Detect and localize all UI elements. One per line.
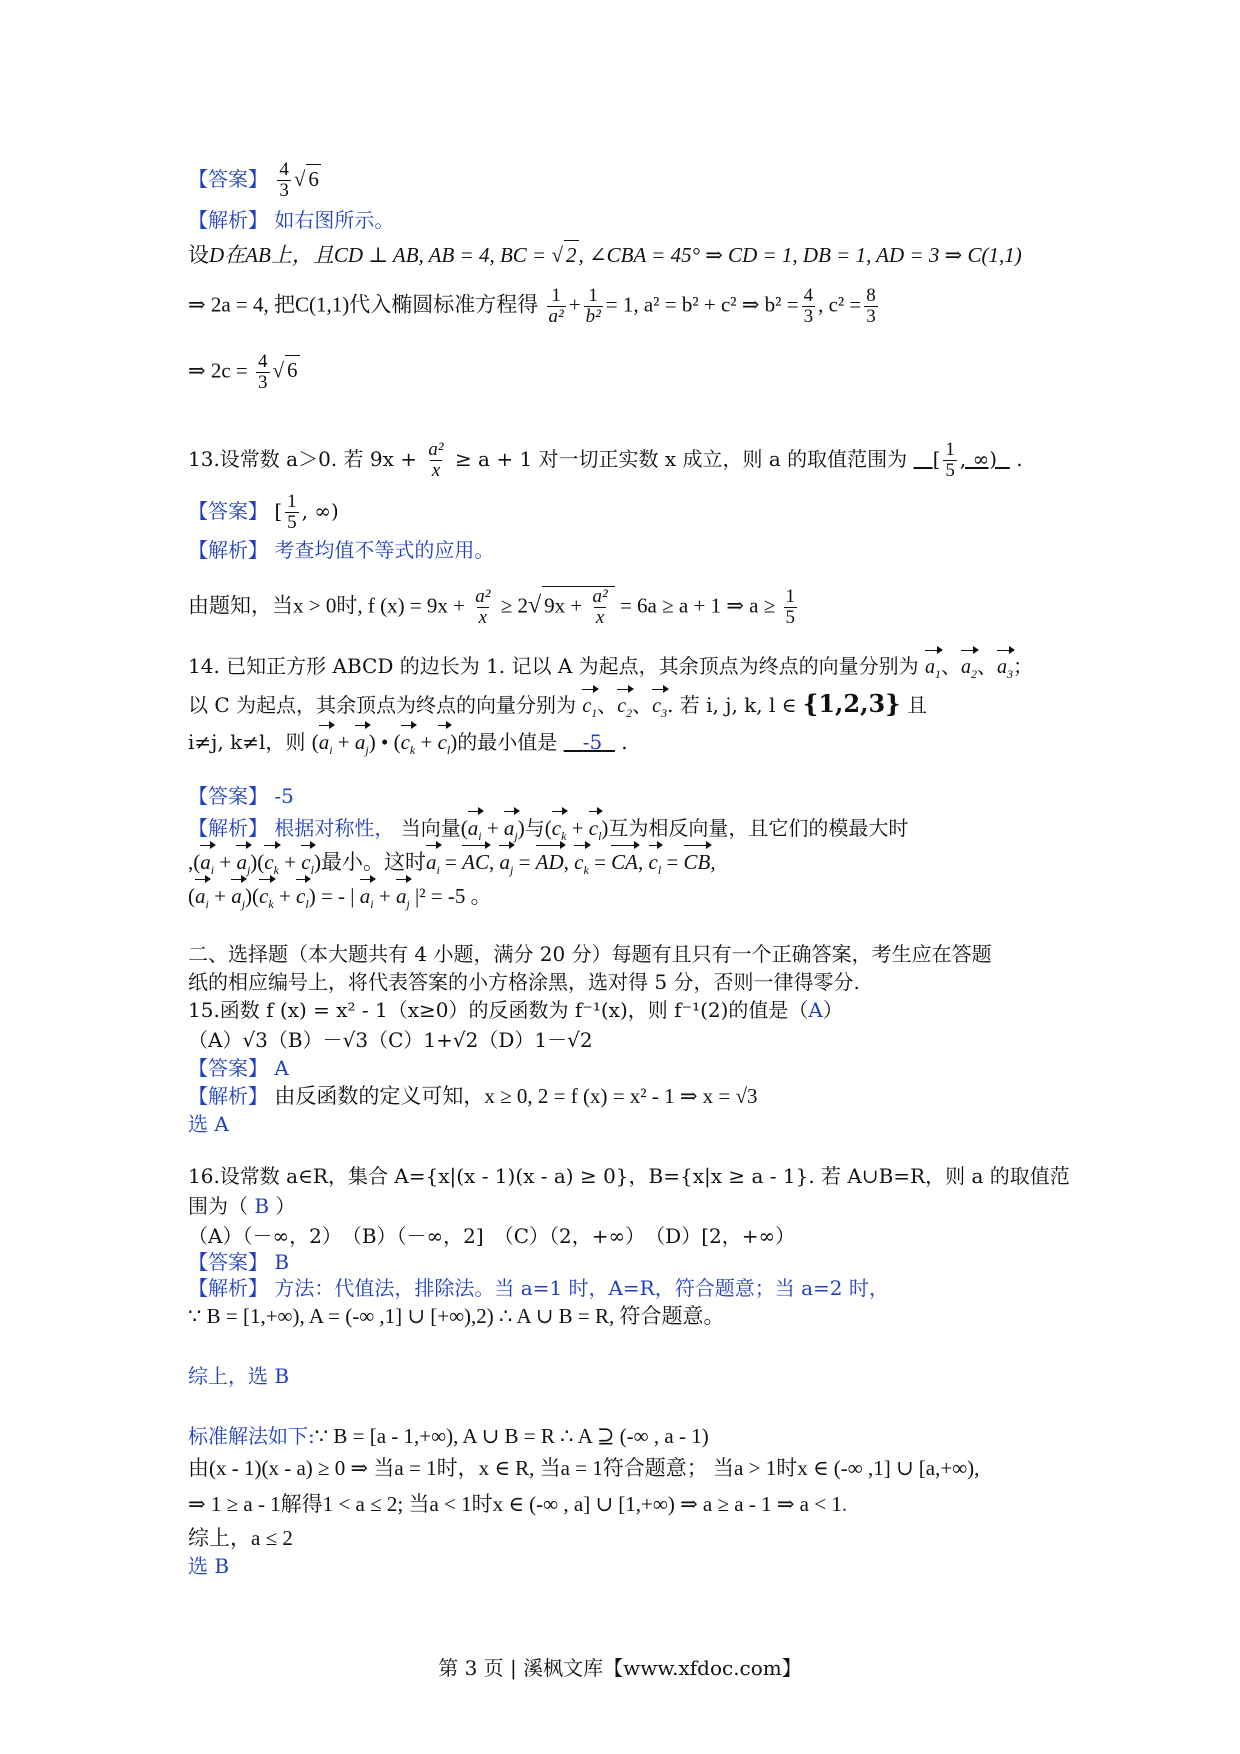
stem-answer: A [808, 998, 823, 1022]
q15-analysis-line [188, 1082, 758, 1110]
q16-answer-line [188, 1248, 289, 1276]
analysis-tag: 【解析】 [188, 208, 268, 232]
denominator: 3 [866, 306, 876, 327]
analysis-text: 如右图所示。 [274, 208, 395, 232]
blank-value: -5 [582, 730, 603, 754]
q16-stem-2 [188, 1192, 295, 1220]
numerator: 1 [287, 491, 297, 512]
answer-value: A [274, 1056, 289, 1080]
bracket: [ [932, 447, 941, 471]
q14-stem-3: i≠j, k≠l，则 $(a_i + a_j)$ • $(c_k + c_l)$的最小值是 -5 . [188, 728, 628, 764]
denominator: x [431, 460, 441, 481]
q14-analysis-line: 【解析】 根据对称性， 当向量$(a_i + a_j)$与$(c_k + c_l)$互为相反向量，且它们的模最大时 [188, 814, 908, 850]
text-segment: ≥ a + 1 对一切正实数 x 成立，则 a 的取值范围为 [454, 447, 908, 471]
numerator: 1 [785, 586, 796, 607]
denominator: 5 [945, 460, 955, 481]
fraction [256, 352, 270, 393]
bracket: [ [274, 499, 283, 523]
text-segment: . [1016, 447, 1023, 471]
text-segment: 以 C 为起点，其余顶点为终点的向量分别为 [188, 693, 577, 717]
numerator: 4 [258, 351, 268, 372]
text-segment: = -5 。 [430, 884, 492, 908]
q16-analysis-2 [188, 1302, 724, 1330]
vector: $c_1$ [582, 692, 597, 727]
text-segment: 与 [524, 816, 545, 840]
q16-summary [188, 1362, 289, 1390]
fraction [802, 286, 816, 327]
q16-choose [188, 1552, 229, 1580]
vector: $c_k$ [401, 728, 416, 764]
text-segment: , ∠CBA = 45° ⇒ CD = 1, DB = 1, AD = 3 ⇒ C(1,1) [578, 243, 1022, 267]
section2-heading-1 [188, 940, 992, 968]
vector: $c_k$ [552, 814, 567, 850]
q13-derivation: 由题知，当x > 0时, f (x) = 9x + $\frac{\text{a²}}{x}$ ≥ 2√ 9x + $\frac{\text{a²}}{x}$ = 6a ≥ a + 1 ⇒ a ≥ $\frac{1}{5}$ [188, 586, 796, 628]
vector: $c_k$ [259, 882, 274, 918]
fraction [864, 286, 878, 327]
answer-value: -5 [274, 784, 294, 808]
denominator: 5 [287, 512, 297, 533]
vector: $a_j$ [231, 882, 245, 918]
denominator: 3 [803, 306, 814, 327]
vector: CB [683, 850, 711, 874]
q14-stem-2: 以 C 为起点，其余顶点为终点的向量分别为 $c_1$、$c_2$、$c_3$. 若 i, j, k, l ∈ {1,2,3} 且 [188, 690, 927, 727]
fraction [277, 160, 291, 201]
text-segment: 当向量 [400, 816, 461, 840]
vector: $c_k$ [264, 848, 279, 884]
numerator: 8 [866, 285, 876, 306]
vector: $a_j$ [236, 848, 250, 884]
vector: $a_j$ [499, 848, 513, 884]
text-segment: ） [275, 1194, 296, 1218]
choice-result: 选 A [188, 1112, 229, 1136]
numerator: 1 [588, 285, 598, 306]
text-segment: , c² = [818, 292, 862, 317]
text-segment: 15.函数 f (x) = x² - 1（x≥0）的反函数为 f⁻¹(x)，则 f⁻¹(2)的值是（ [188, 998, 809, 1022]
text-segment: 14. 已知正方形 ABCD 的边长为 1. 记以 A 为起点，其余顶点为终点的向量分别为 [188, 654, 919, 678]
answer-tag: 【答案】 [188, 167, 268, 191]
vector: $c_2$ [617, 692, 632, 727]
fraction [584, 286, 603, 327]
section2-heading-2 [188, 968, 860, 996]
analysis-text: 由反函数的定义可知，x ≥ 0, 2 = f (x) = x² - 1 ⇒ x = √3 [274, 1084, 758, 1108]
text-segment: D在AB上，且CD ⊥ AB, AB = 4, BC = [209, 243, 552, 267]
radicand: 9x + $\frac{\text{a²}}{x}$ [542, 586, 615, 628]
vector: $a_i$ [426, 848, 440, 884]
section-heading: 纸的相应编号上，将代表答案的小方格涂黑，选对得 5 分，否则一律得零分. [188, 970, 860, 994]
vector: $a_i$ [319, 728, 333, 764]
options-text: （A）√3（B）－√3（C）1+√2（D）1－√2 [188, 1028, 593, 1052]
q13-answer-line [188, 492, 339, 533]
q16-analysis-line [188, 1274, 889, 1302]
numerator: a² [428, 439, 444, 460]
fraction [285, 492, 299, 533]
vector: $a_j$ [396, 882, 410, 918]
text-segment: 16.设常数 a∈R，集合 A={x|(x - 1)(x - a) ≥ 0}，B={x|x ≥ a - 1}. 若 A∪B=R，则 a 的取值范 [188, 1164, 1070, 1188]
q16-standard-4 [188, 1524, 293, 1552]
fraction [426, 440, 445, 481]
text-segment: = 1, a² = b² + c² ⇒ b² = [605, 292, 799, 317]
numerator: 1 [551, 285, 561, 306]
analysis-tag: 【解析】 [188, 538, 268, 562]
vector: $c_k$ [574, 848, 589, 884]
text-segment: ⇒ 2c = [188, 358, 248, 383]
q16-standard-2 [188, 1454, 979, 1482]
text-segment: ⇒ 1 ≥ a - 1解得1 < a ≤ 2; 当a < 1时x ∈ (-∞ , a] ∪ [1,+∞) ⇒ a ≥ a - 1 ⇒ a < 1 [188, 1492, 842, 1516]
text-segment: ∵ B = [a - 1,+∞), A ∪ B = R ∴ A ⊇ (-∞ , a - 1) [314, 1424, 709, 1448]
denominator: 3 [279, 180, 289, 201]
q16-standard-3 [188, 1490, 847, 1518]
fraction [591, 587, 610, 628]
numerator: 4 [279, 159, 289, 180]
numerator: a² [592, 586, 608, 607]
vector: $c_l$ [589, 814, 602, 850]
q12-derivation-3: ⇒ 2c = $\frac{4}{3}$ √ 6 [188, 351, 298, 393]
analysis-text: 方法：代值法，排除法。当 a=1 时，A=R，符合题意；当 a=2 时， [274, 1276, 889, 1300]
q14-analysis-2: $,(a_i + a_j)(c_k + c_l)$最小。这时$a_i$ = AC, $a_j$ = AD, $c_k$ = CA, $c_l$ = CB, [188, 848, 716, 884]
fraction [547, 286, 566, 327]
q14-answer-line [188, 782, 294, 810]
text-segment: . [621, 730, 628, 754]
q14-stem-1: 14. 已知正方形 ABCD 的边长为 1. 记以 A 为起点，其余顶点为终点的向量分别为 $a_1$、$a_2$、$a_3$； [188, 652, 1033, 688]
text-segment: 综上，a ≤ 2 [188, 1526, 293, 1550]
numerator: a² [475, 586, 491, 607]
denominator: 5 [785, 607, 796, 628]
q16-standard-1 [188, 1422, 709, 1450]
q14-analysis-3: $(a_i + a_j)(c_k + c_l)$ = - | $a_i + a_j$ |² = -5 。 [188, 882, 492, 918]
denominator: a² [548, 306, 564, 327]
radicand: 2 [564, 240, 579, 269]
answer-value: B [274, 1250, 290, 1274]
text-segment: 设 [188, 243, 209, 267]
denominator: x [478, 607, 488, 628]
text-segment: 13.设常数 a＞0. 若 9x + [188, 447, 418, 471]
answer-tag: 【答案】 [188, 1250, 268, 1274]
footer-text: 第 3 页 | 溪枫文库【www.xfdoc.com】 [438, 1656, 802, 1680]
set-notation: {1,2,3} [802, 689, 901, 718]
numerator: 4 [803, 285, 814, 306]
page-footer [0, 1652, 1240, 1681]
vector: AC [462, 850, 489, 874]
vector: $a_i$ [360, 882, 374, 918]
vector: AD [535, 850, 564, 874]
answer-tag: 【答案】 [188, 784, 268, 808]
analysis-tag: 【解析】 [188, 1276, 268, 1300]
denominator: 3 [258, 372, 268, 393]
vector: $a_i$ [200, 848, 214, 884]
vector: CA [611, 850, 639, 874]
text-segment: i≠j, k≠l，则 [188, 730, 306, 754]
text-segment: ≥ 2 [500, 593, 528, 618]
vector: $c_l$ [296, 882, 309, 918]
answer-tag: 【答案】 [188, 1056, 268, 1080]
fraction [943, 440, 957, 481]
choice-result: 选 B [188, 1554, 230, 1578]
answer-tag: 【答案】 [188, 499, 268, 523]
vector: $a_j$ [355, 728, 369, 764]
vector: $a_i$ [468, 814, 482, 850]
radicand: 6 [306, 164, 321, 193]
vector: $c_3$ [652, 692, 667, 727]
q15-stem [188, 996, 843, 1024]
q15-choose [188, 1110, 229, 1138]
analysis-text: 根据对称性， [274, 816, 395, 840]
stem-answer: B [254, 1194, 270, 1218]
q12-derivation-1: 设D在AB上，且CD ⊥ AB, AB = 4, BC = √ 2, ∠CBA = 45° ⇒ CD = 1, DB = 1, AD = 3 ⇒ C(1,1) [188, 240, 1022, 269]
text-segment: . [841, 1492, 848, 1516]
q12-derivation-2: ⇒ 2a = 4, 把C(1,1)代入椭圆标准方程得 $\frac{1}{\text{a²}}$ + $\frac{1}{\text{b²}}$ = 1, a² = b² + c² ⇒ b² = $\frac{4}{3}$ , c² = $\frac{8}{3}$ [188, 285, 876, 327]
text-segment: 互为相反向量，且它们的模最大时 [608, 816, 909, 840]
analysis-tag: 【解析】 [188, 1084, 268, 1108]
denominator: b² [585, 306, 601, 327]
q13-analysis-line [188, 536, 494, 564]
radicand: 6 [285, 355, 300, 384]
q12-analysis-line [188, 206, 394, 234]
vector: $a_1$ [925, 653, 941, 688]
text-segment: 且 [906, 693, 927, 717]
text-segment: 由题知，当x > 0时, f (x) = 9x + [188, 593, 466, 618]
vector: $a_3$ [997, 653, 1013, 688]
fraction [784, 587, 798, 628]
q15-options [188, 1026, 593, 1054]
text-segment: ∵ B = [1,+∞), A = (-∞ ,1] ∪ [+∞),2) ∴ A ∪ B = R, 符合题意。 [188, 1304, 725, 1328]
vector: $a_2$ [961, 653, 977, 688]
vector: $c_l$ [438, 728, 451, 764]
bracket: , ∞) [959, 447, 998, 471]
denominator: x [595, 607, 605, 628]
numerator: 1 [945, 439, 955, 460]
text-segment: . 若 i, j, k, l ∈ [667, 693, 797, 717]
fraction [473, 587, 492, 628]
options-text: （A）（－∞，2） （B）（－∞，2] （C）（2，+∞） （D）[2，+∞） [188, 1224, 796, 1248]
section-heading: 二、选择题（本大题共有 4 小题，满分 20 分）每题有且只有一个正确答案，考生应在答题 [188, 942, 992, 966]
blank-answer [914, 439, 1010, 481]
vector: $c_l$ [649, 848, 662, 884]
vector: $a_j$ [504, 814, 518, 850]
text-segment: 的最小值是 [457, 730, 558, 754]
standard-solution-label: 标准解法如下: [188, 1424, 315, 1448]
q16-options [188, 1222, 795, 1250]
text-segment: 围为（ [188, 1194, 248, 1218]
blank-answer [564, 730, 615, 754]
vector: $a_i$ [195, 882, 209, 918]
text-segment: ） [822, 998, 843, 1022]
text-segment: ； [1013, 654, 1034, 678]
vector: $c_l$ [301, 848, 314, 884]
q12-answer-line: 【答案】 $\frac{4}{3}$ √ 6 [188, 159, 319, 201]
analysis-text: 考查均值不等式的应用。 [274, 538, 495, 562]
bracket: , ∞) [301, 499, 339, 523]
analysis-tag: 【解析】 [188, 816, 268, 840]
q15-answer-line [188, 1054, 289, 1082]
q13-stem [188, 440, 1023, 481]
text-segment: 最小。这时 [320, 850, 426, 874]
q16-stem-1 [188, 1162, 1070, 1190]
text-segment: 由(x - 1)(x - a) ≥ 0 ⇒ 当a = 1时，x ∈ R, 当a = 1符合题意； 当a > 1时x ∈ (-∞ ,1] ∪ [a,+∞), [188, 1456, 980, 1480]
summary-text: 综上，选 B [188, 1364, 290, 1388]
text-segment: = 6a ≥ a + 1 ⇒ a ≥ [619, 593, 776, 618]
text-segment: ⇒ 2a = 4, 把C(1,1)代入椭圆标准方程得 [188, 292, 539, 317]
